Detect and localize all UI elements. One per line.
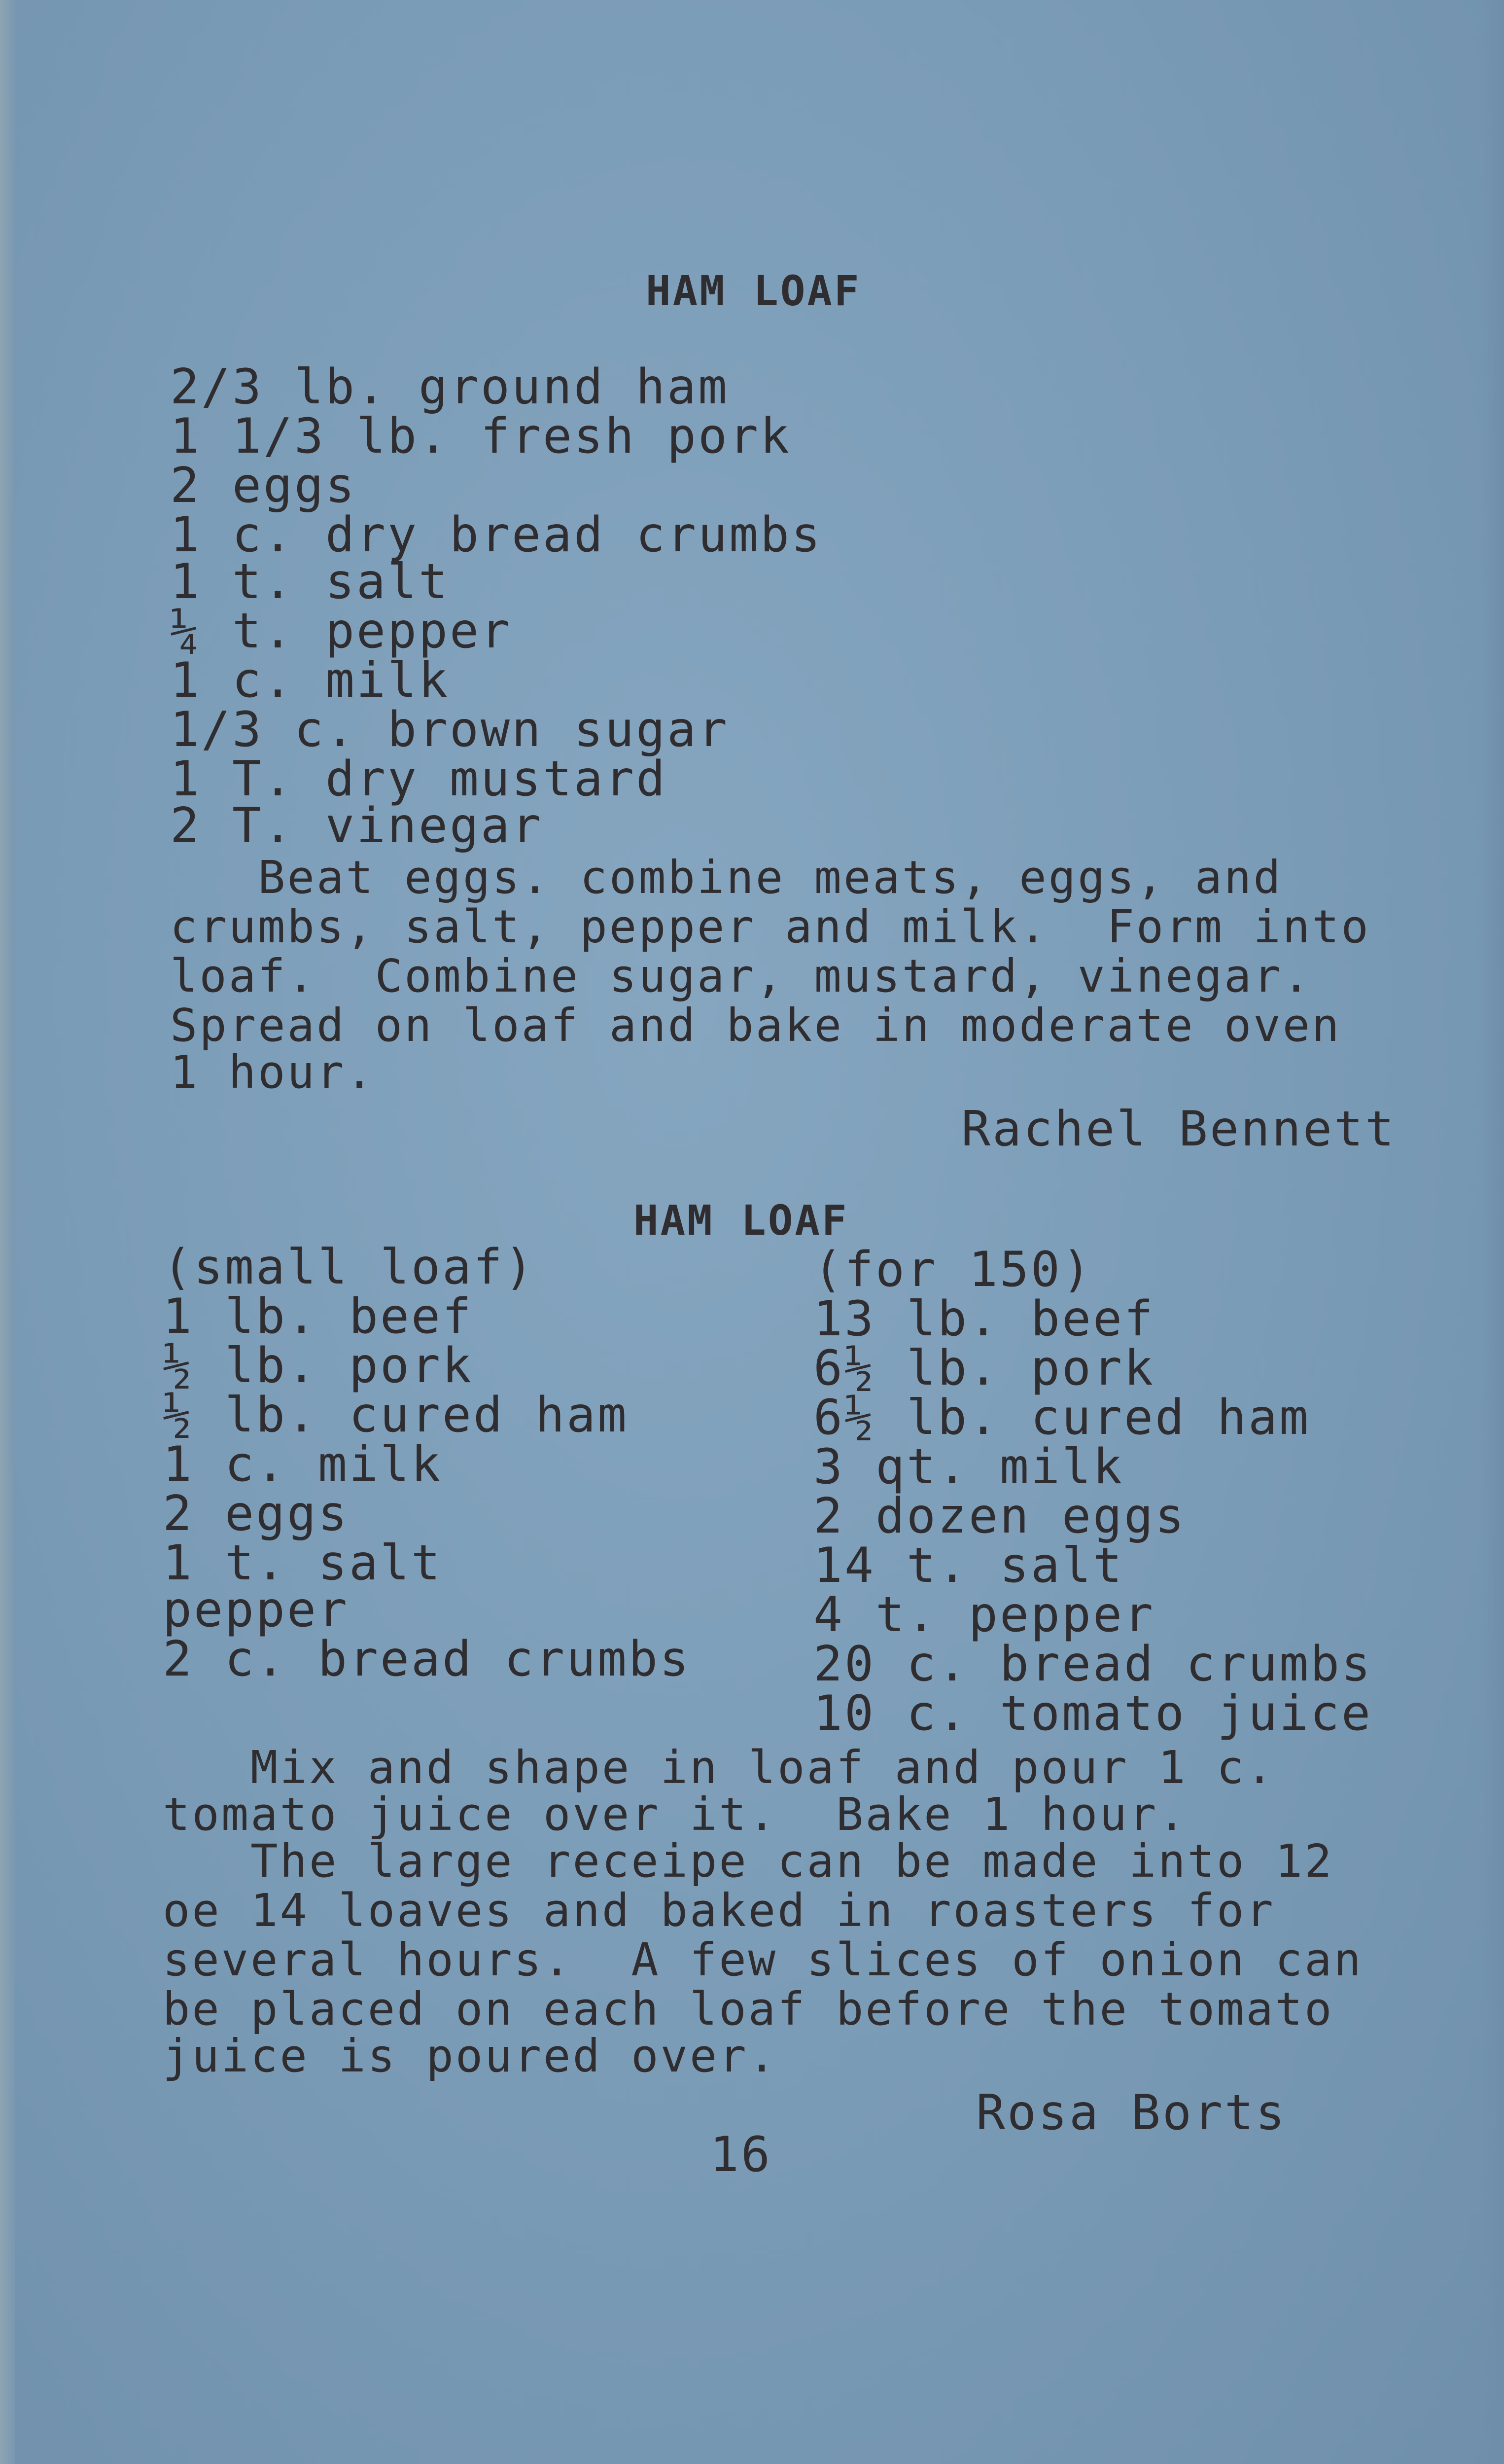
recipe2-directions-line: be placed on each loaf before the tomato <box>163 1983 1334 2035</box>
recipe1-ingredient: 1/3 c. brown sugar <box>170 702 730 758</box>
page-edge-left <box>0 0 15 2464</box>
small-loaf-ingredient: 1 lb. beef <box>163 1288 474 1345</box>
small-loaf-ingredient: pepper <box>163 1582 350 1638</box>
small-loaf-ingredient: 2 c. bread crumbs <box>163 1631 691 1687</box>
recipe2-directions-line: Mix and shape in loaf and pour 1 c. <box>163 1741 1275 1794</box>
large-batch-ingredient: 2 dozen eggs <box>813 1488 1187 1544</box>
recipe2-author: Rosa Borts <box>976 2085 1287 2141</box>
recipe1-directions-line: Spread on loaf and bake in moderate oven <box>170 999 1341 1052</box>
recipe1-directions-line: crumbs, salt, pepper and milk. Form into <box>170 900 1370 953</box>
recipe1-ingredient: 1 T. dry mustard <box>170 751 667 807</box>
large-batch-ingredient: 14 t. salt <box>813 1537 1124 1594</box>
large-batch-ingredient: 6½ lb. cured ham <box>813 1390 1311 1446</box>
recipe1-directions-line: loaf. Combine sugar, mustard, vinegar. <box>170 950 1312 1002</box>
recipe1-ingredient: 1 1/3 lb. fresh pork <box>170 408 792 464</box>
large-batch-ingredient: 10 c. tomato juice <box>813 1685 1373 1742</box>
recipe1-ingredient: 2 eggs <box>170 458 357 514</box>
large-batch-ingredient: 20 c. bread crumbs <box>813 1636 1373 1692</box>
page-number: 16 <box>710 2127 772 2183</box>
small-loaf-ingredient: 1 t. salt <box>163 1535 443 1591</box>
large-batch-ingredient: 6½ lb. pork <box>813 1340 1155 1396</box>
recipe1-title: HAM LOAF <box>646 267 861 315</box>
recipe1-ingredient: ¼ t. pepper <box>170 603 512 659</box>
recipe2-directions-line: juice is poured over. <box>163 2030 778 2082</box>
recipe2-directions-line: tomato juice over it. Bake 1 hour. <box>163 1788 1188 1841</box>
small-loaf-ingredient: 2 eggs <box>163 1486 350 1542</box>
recipe1-directions-line: 1 hour. <box>170 1046 375 1099</box>
large-batch-heading: (for 150) <box>813 1242 1093 1298</box>
recipe1-ingredient: 1 t. salt <box>170 554 450 610</box>
recipe1-author: Rachel Bennett <box>961 1101 1397 1157</box>
recipe2-directions-line: The large receipe can be made into 12 <box>163 1835 1334 1888</box>
small-loaf-heading: (small loaf) <box>163 1239 536 1295</box>
small-loaf-ingredient: ½ lb. pork <box>163 1338 474 1394</box>
recipe1-ingredient: 1 c. milk <box>170 652 450 709</box>
page-edge-right <box>1479 0 1504 2464</box>
recipe1-ingredient: 2 T. vinegar <box>170 798 543 854</box>
recipe2-directions-line: several hours. A few slices of onion can <box>163 1933 1363 1986</box>
recipe1-ingredient: 2/3 lb. ground ham <box>170 359 730 415</box>
recipe2-directions-line: oe 14 loaves and baked in roasters for <box>163 1884 1275 1937</box>
large-batch-ingredient: 3 qt. milk <box>813 1439 1124 1495</box>
large-batch-ingredient: 4 t. pepper <box>813 1587 1155 1643</box>
small-loaf-ingredient: 1 c. milk <box>163 1436 443 1493</box>
small-loaf-ingredient: ½ lb. cured ham <box>163 1387 629 1443</box>
recipe1-directions-line: Beat eggs. combine meats, eggs, and <box>170 851 1283 904</box>
recipe2-title: HAM LOAF <box>633 1196 849 1245</box>
large-batch-ingredient: 13 lb. beef <box>813 1291 1155 1347</box>
recipe1-ingredient: 1 c. dry bread crumbs <box>170 507 823 563</box>
